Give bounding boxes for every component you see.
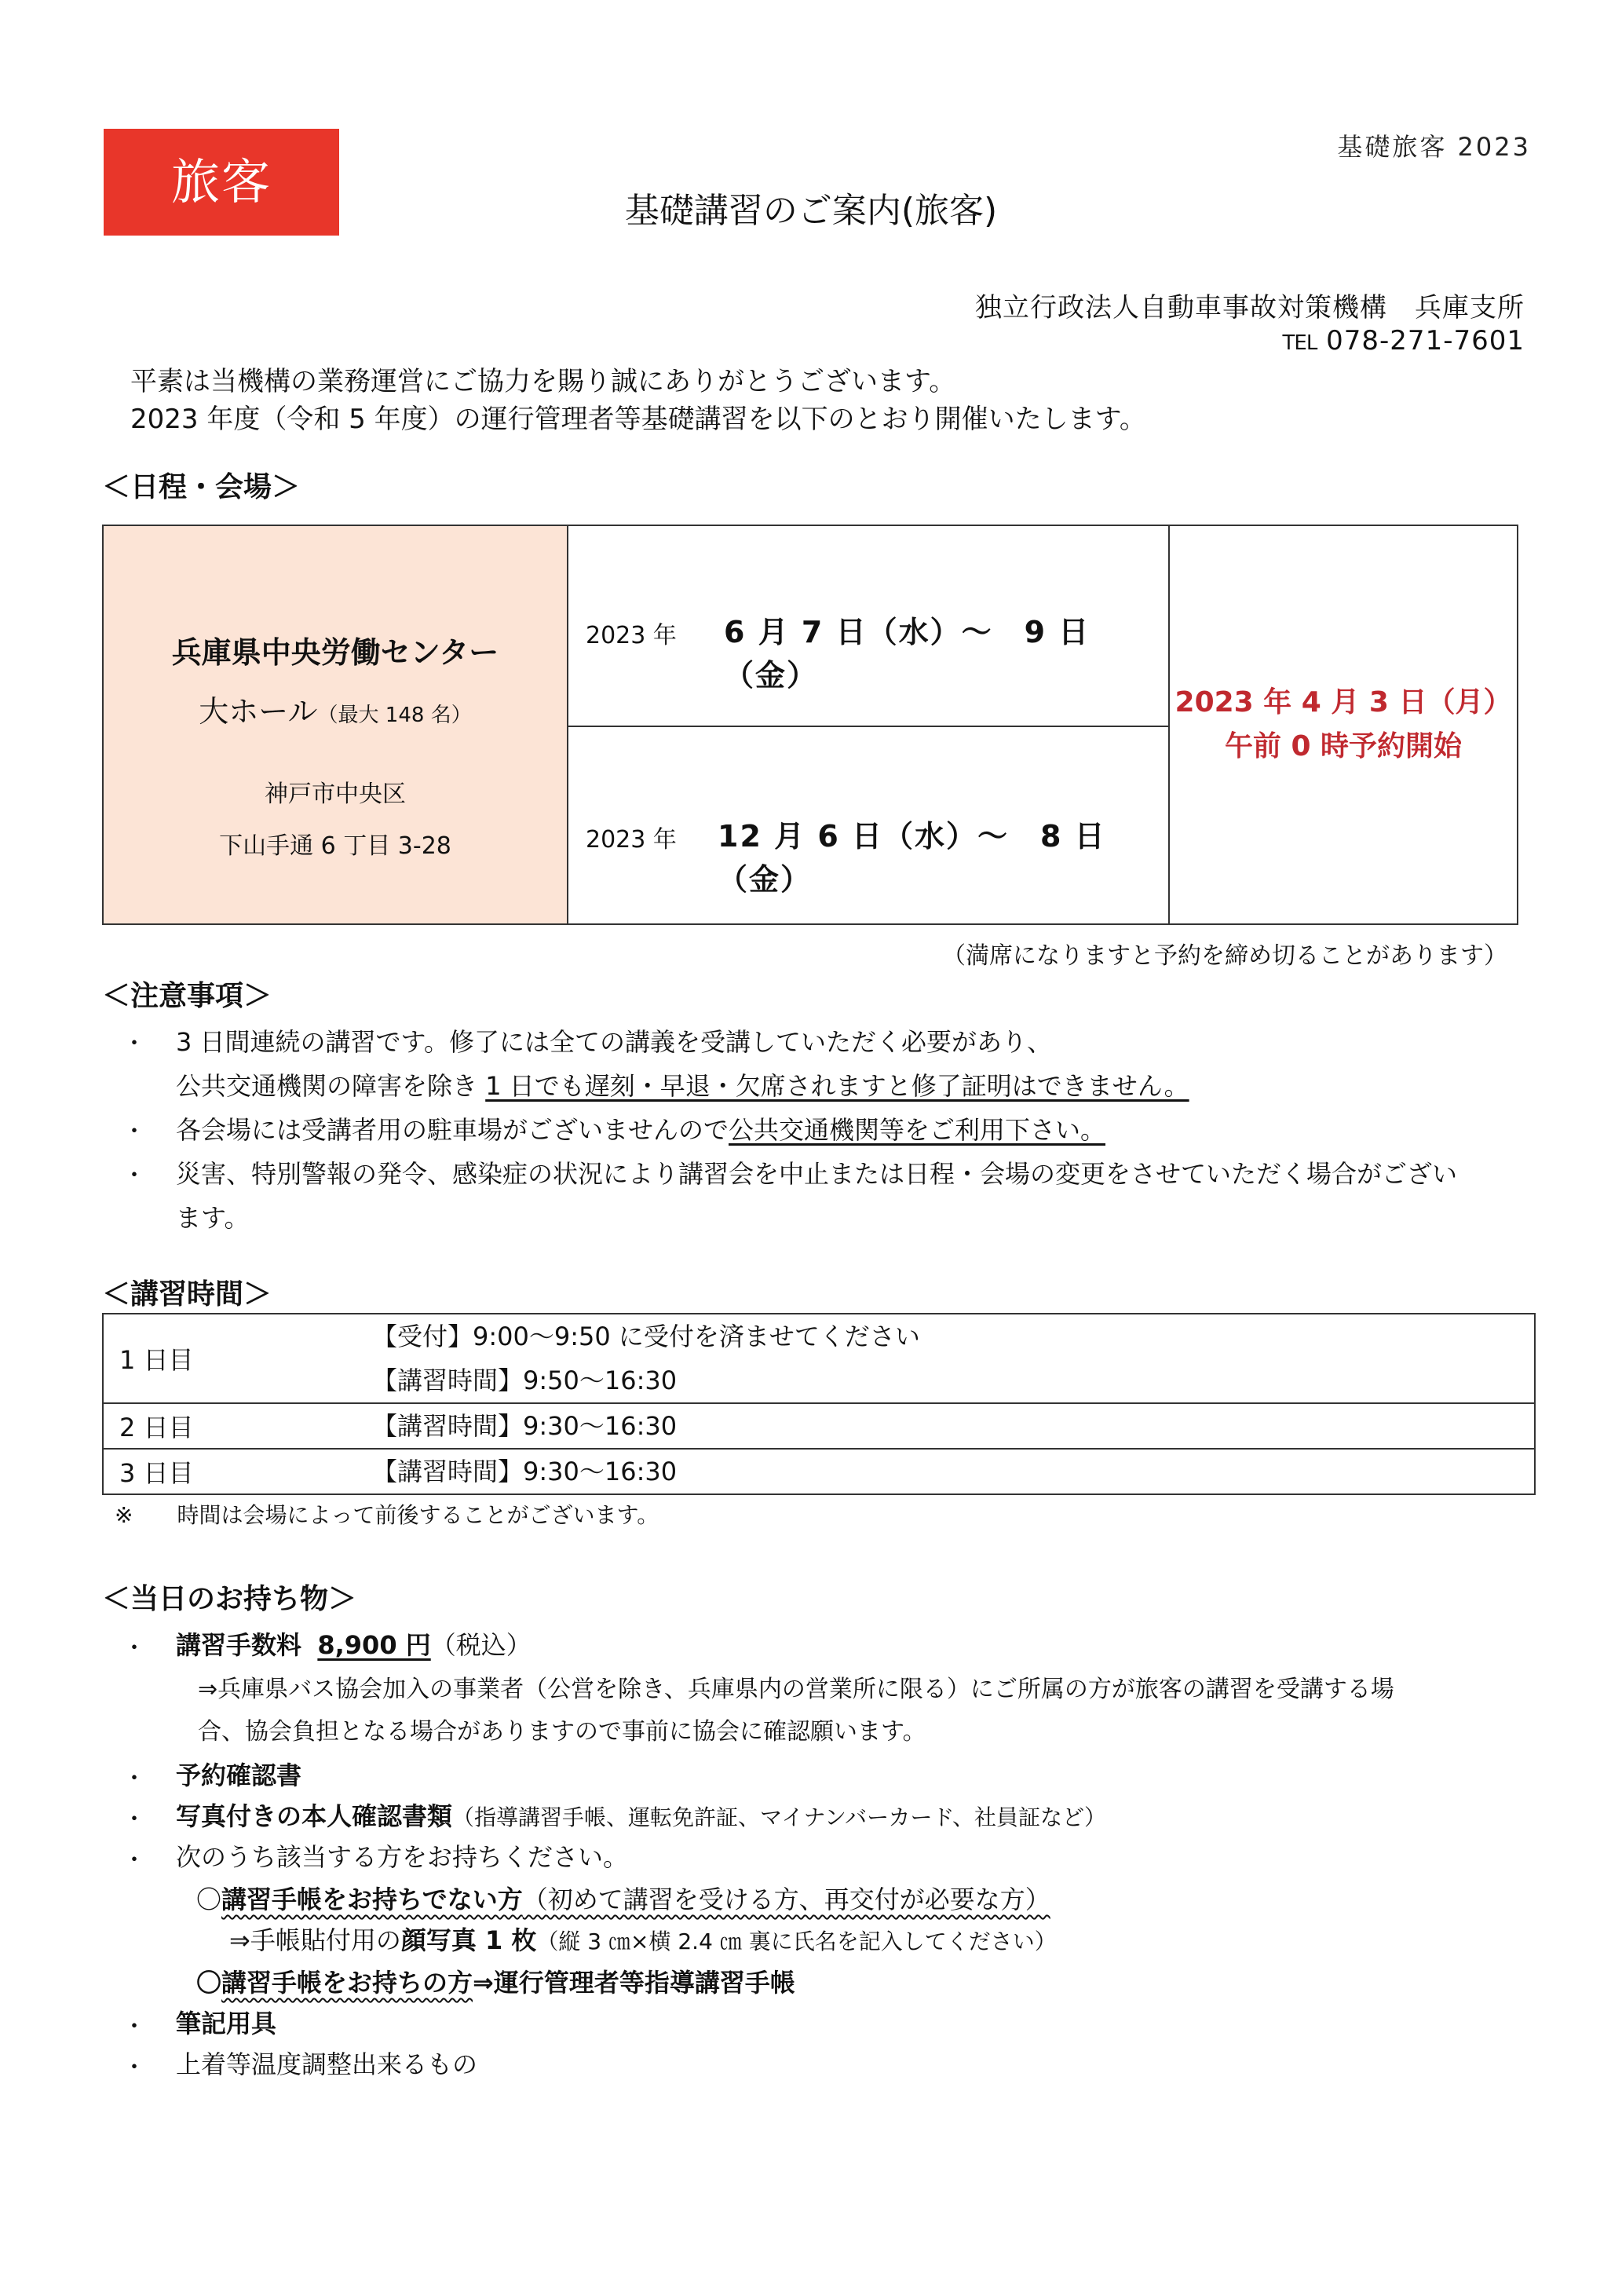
- hours-day-2: 2 日目: [103, 1403, 372, 1449]
- no-handbook-line: [196, 1880, 1050, 1916]
- caution-1-line-2: [176, 1066, 1189, 1102]
- category-badge: 旅客: [104, 129, 339, 236]
- hours-table: [102, 1313, 1536, 1495]
- page-title: 基礎講習のご案内(旅客): [624, 191, 998, 231]
- has-handbook-line: [196, 1963, 795, 1999]
- venue-cell: [103, 525, 568, 924]
- session-1-year: 2023 年: [586, 622, 677, 649]
- organization-name: 独立行政法人自動車事故対策機構 兵庫支所: [975, 292, 1525, 324]
- reservation-date: 2023 年 4 月 3 日（月）: [1174, 686, 1512, 718]
- session-2-dates: 12 月 6 日（水）～ 8 日（金）: [718, 819, 1106, 897]
- hours-row-day-3: [103, 1449, 1535, 1494]
- session-2-cell: [568, 726, 1169, 924]
- bring-reservation-bullet: ・: [122, 1765, 146, 1793]
- schedule-table: [102, 525, 1518, 925]
- telephone: [1283, 325, 1525, 356]
- hours-row-day-1: [103, 1314, 1535, 1403]
- bring-id-bullet: ・: [122, 1806, 146, 1834]
- caution-2-bullet: ・: [122, 1118, 146, 1146]
- hours-day-1-reception: 【受付】9:00～9:50 に受付を済ませてください: [372, 1322, 920, 1351]
- caution-1-underlined: 1 日でも遅刻・早退・欠席されますと修了証明はできません。: [485, 1071, 1189, 1101]
- reservation-cell: [1169, 525, 1518, 924]
- id-label: 写真付きの本人確認書類: [176, 1801, 453, 1831]
- session-2-year: 2023 年: [586, 826, 677, 854]
- document-id: 基礎旅客 2023: [1337, 132, 1531, 162]
- fee-label: 講習手数料: [176, 1630, 302, 1660]
- caution-3-bullet: ・: [122, 1162, 146, 1190]
- no-handbook-bold: 講習手帳をお持ちでない方: [221, 1885, 523, 1914]
- circle-mark-2: 〇: [196, 1968, 222, 1998]
- bring-pen-bullet: ・: [122, 2013, 146, 2041]
- hours-day-2-lecture: 【講習時間】9:30～16:30: [372, 1411, 678, 1441]
- caution-2-line: [176, 1110, 1105, 1146]
- reservation-start-time: 午前 0 時予約開始: [1224, 730, 1463, 762]
- session-1-dates: 6 月 7 日（水）～ 9 日（金）: [724, 615, 1090, 693]
- hours-times-3: [372, 1449, 1535, 1494]
- hours-times-1: [372, 1314, 1535, 1403]
- caution-3-line-2: ます。: [176, 1203, 250, 1233]
- caution-2-plain: 各会場には受講者用の駐車場がございませんので: [176, 1115, 729, 1145]
- venue-capacity: （最大 148 名）: [317, 704, 472, 727]
- venue-hall: [104, 687, 567, 730]
- no-handbook-note: （初めて講習を受ける方、再交付が必要な方）: [522, 1885, 1050, 1914]
- bring-reservation: 予約確認書: [176, 1760, 302, 1790]
- tel-number: 078-271-7601: [1326, 325, 1525, 356]
- hours-times-2: [372, 1403, 1535, 1449]
- caution-1-bullet: ・: [122, 1030, 146, 1058]
- hours-heading: ＜講習時間＞: [102, 1278, 272, 1311]
- has-handbook-rest: ⇒運行管理者等指導講習手帳: [473, 1968, 795, 1998]
- tel-label: TEL: [1282, 331, 1317, 355]
- fee-note-line-1: ⇒兵庫県バス協会加入の事業者（公営を除き、兵庫県内の営業所に限る）にご所属の方が旅客の講習を受講する場: [198, 1676, 1394, 1703]
- hours-day-1-lecture: 【講習時間】9:50～16:30: [372, 1366, 678, 1395]
- bring-fee-bullet: ・: [122, 1635, 146, 1662]
- venue-hall-name: 大ホール: [199, 694, 318, 729]
- venue-address-line-2: 下山手通 6 丁目 3-28: [219, 832, 451, 860]
- hours-day-3: 3 日目: [103, 1449, 372, 1494]
- bring-pen: 筆記用具: [176, 2009, 277, 2038]
- hours-row-day-2: [103, 1403, 1535, 1449]
- bring-choice-bullet: ・: [122, 1847, 146, 1874]
- schedule-heading: ＜日程・会場＞: [102, 471, 301, 503]
- hours-footnote: ※ 時間は会場によって前後することがございます。: [115, 1502, 659, 1528]
- caution-1-line-1: 3 日間連続の講習です。修了には全ての講義を受講していただく必要があり、: [176, 1027, 1052, 1057]
- circle-mark-1: 〇: [196, 1885, 222, 1914]
- bring-id-line: [176, 1797, 1106, 1833]
- venue-name: 兵庫県中央労働センター: [171, 635, 499, 670]
- full-booking-note: （満席になりますと予約を締め切ることがあります）: [942, 942, 1507, 970]
- bring-choice: 次のうち該当する方をお持ちください。: [176, 1842, 629, 1872]
- fee-note-line-2: 合、協会負担となる場合がありますので事前に協会に確認願います。: [198, 1718, 926, 1746]
- venue-address-line-1: 神戸市中央区: [265, 781, 406, 808]
- id-note: （指導講習手帳、運転免許証、マイナンバーカード、社員証など）: [452, 1804, 1107, 1830]
- photo-prefix: ⇒手帳貼付用の: [229, 1925, 401, 1955]
- bring-heading: ＜当日のお持ち物＞: [102, 1583, 357, 1615]
- caution-3-line-1: 災害、特別警報の発令、感染症の状況により講習会を中止または日程・会場の変更をさせていただく場合がござい: [176, 1159, 1458, 1189]
- photo-bold: 顔写真 1 枚: [400, 1925, 537, 1955]
- fee-tax: （税込）: [430, 1630, 532, 1660]
- intro-line-2: 2023 年度（令和 5 年度）の運行管理者等基礎講習を以下のとおり開催いたします。: [130, 404, 1146, 435]
- fee-amount: 8,900 円: [317, 1630, 431, 1660]
- photo-line: [229, 1921, 1057, 1957]
- intro-line-1: 平素は当機構の業務運営にご協力を賜り誠にありがとうございます。: [130, 366, 956, 397]
- bring-fee-line: [176, 1625, 532, 1662]
- caution-2-underlined: 公共交通機関等をご利用下さい。: [729, 1115, 1106, 1145]
- bring-clothes: 上着等温度調整出来るもの: [176, 2049, 478, 2079]
- caution-1-plain: 公共交通機関の障害を除き: [176, 1071, 478, 1101]
- session-1-cell: [568, 525, 1169, 726]
- cautions-heading: ＜注意事項＞: [102, 980, 272, 1012]
- no-handbook-text: [221, 1885, 1050, 1914]
- hours-day-1: 1 日目: [103, 1314, 372, 1403]
- has-handbook-text: 講習手帳をお持ちの方: [221, 1968, 473, 1998]
- photo-note: （縦 3 ㎝×横 2.4 ㎝ 裏に氏名を記入してください）: [536, 1929, 1057, 1954]
- hours-day-3-lecture: 【講習時間】9:30～16:30: [372, 1457, 678, 1486]
- bring-clothes-bullet: ・: [122, 2054, 146, 2082]
